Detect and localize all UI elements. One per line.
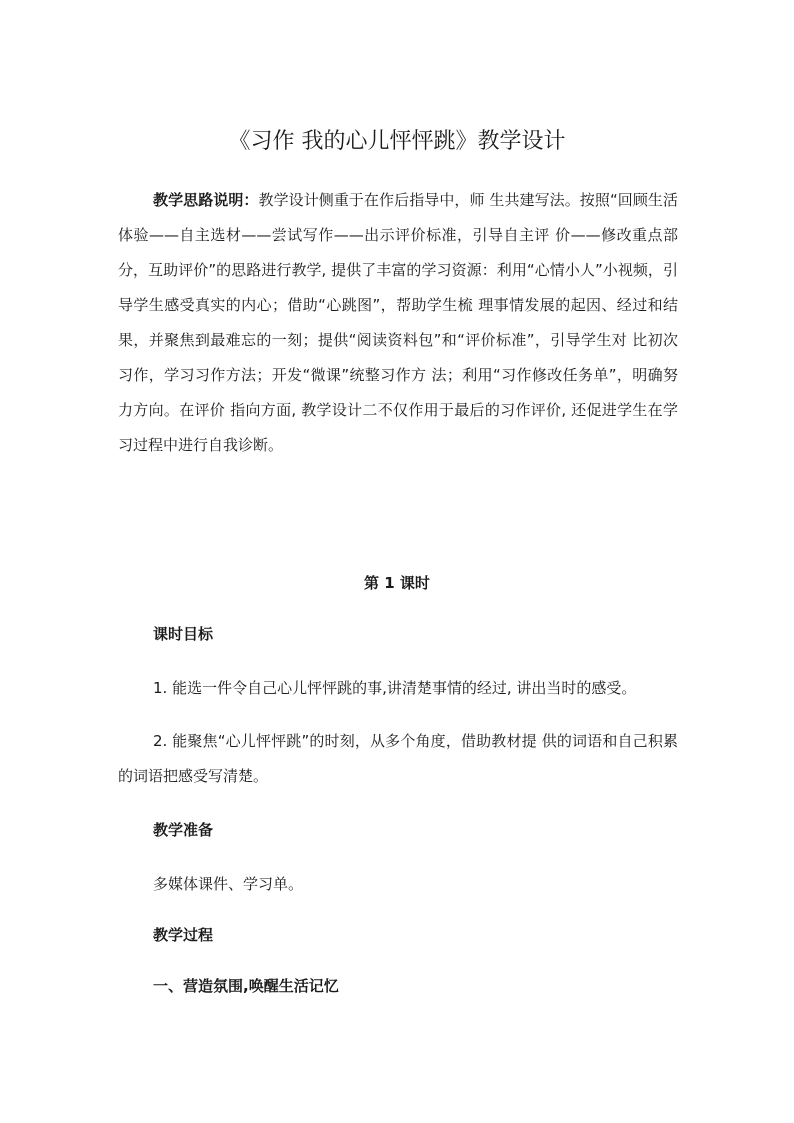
intro-text: 教学设计侧重于在作后指导中，师 生共建写法。按照“回顾生活体验——自主选材——尝试写作——出示评价标准，引导自主评 价——修改重点部分，互助评价”的思路进行教学, 提供了丰富的学习资源：利用“心情小人”小视频，引 导学生感受真实的内心；借助“心跳图”，帮助学生梳 理事情发展的起因、经过和结果，并聚焦到最难忘的一刻；提供“阅读资料包”和“评价标准”，引导学生对 比初次习作，学习习作方法；开发“微课”统整习作方 法；利用“习作修改任务单”，明确努力方向。在评价 指向方面, 教学设计二不仅作用于最后的习作评价, 还促进学生在学习过程中进行自我诊断。 [118,191,678,454]
prep-heading: 教学准备 [153,821,214,839]
intro-paragraph [118,183,678,463]
lesson-title: 第 1 课时 [364,574,430,592]
intro-label: 教学思路说明： [153,191,259,209]
document-title: 《习作 我的心儿怦怦跳》教学设计 [228,129,566,154]
goal-1: 1. 能选一件令自己心儿怦怦跳的事,讲清楚事情的经过, 讲出当时的感受。 [153,679,637,697]
prep-text: 多媒体课件、学习单。 [153,875,304,893]
goal-2: 2. 能聚焦“心儿怦怦跳”的时刻，从多个角度，借助教材提 供的词语和自己积累的词语把感受写清楚。 [118,732,678,785]
process-heading: 教学过程 [153,926,214,944]
goals-heading: 课时目标 [153,625,214,643]
section-1-heading: 一、营造氛围,唤醒生活记忆 [153,977,339,995]
